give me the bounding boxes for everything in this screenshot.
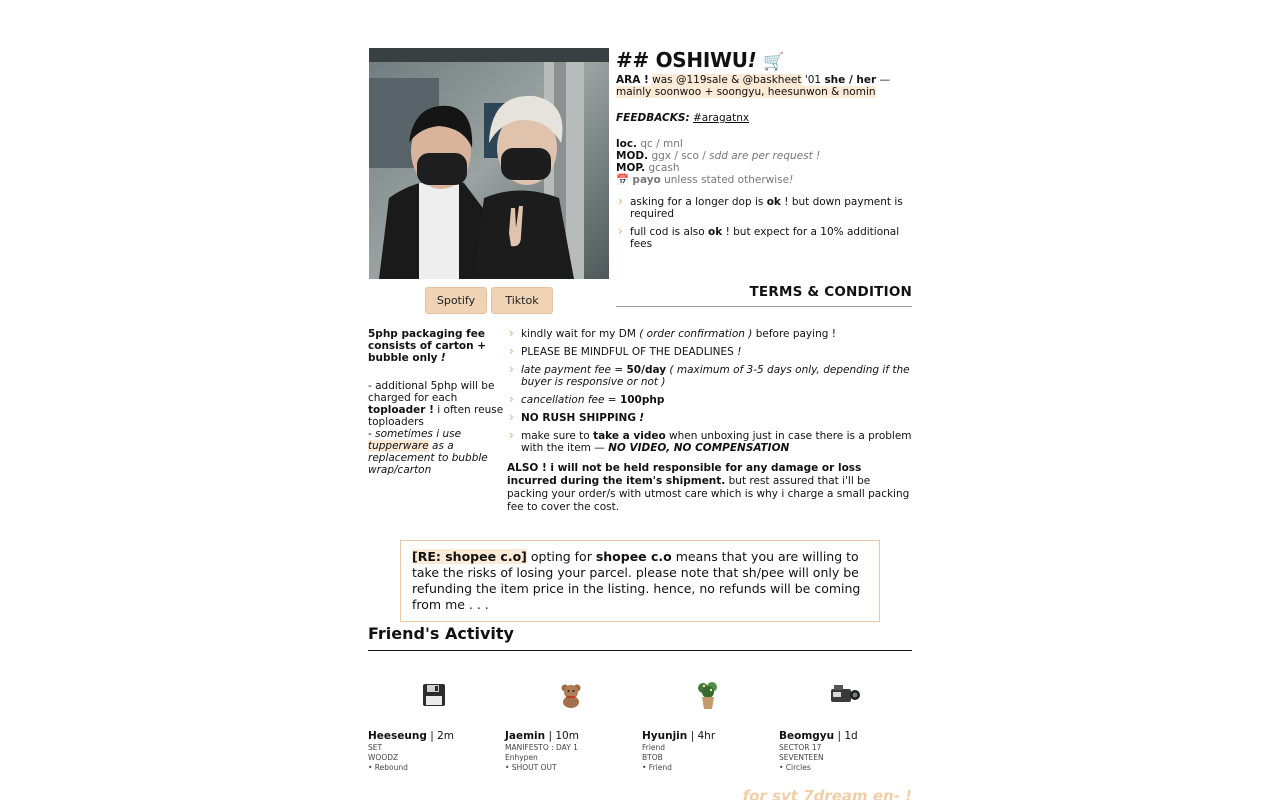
- packaging-notes: [368, 328, 504, 476]
- title-bang: !: [747, 48, 757, 72]
- payo-bang: !: [789, 174, 794, 186]
- rule3-eq: =: [614, 364, 624, 376]
- ara-line: [616, 74, 912, 98]
- mop-value: gcash: [648, 162, 680, 174]
- additional-pre: - additional 5php will be charged for each: [368, 380, 495, 404]
- dash: —: [879, 74, 891, 86]
- feedbacks-line: [616, 112, 912, 124]
- feedbacks-link[interactable]: #aragatnx: [693, 112, 750, 124]
- list-item: [616, 196, 912, 220]
- list-item: [507, 412, 912, 424]
- mop-label: MOP.: [616, 162, 646, 174]
- divider: [368, 650, 912, 651]
- tupper-hl: tupperware: [368, 440, 429, 452]
- loc-line: [616, 138, 912, 150]
- rule5-bang: !: [639, 412, 645, 424]
- spotify-button[interactable]: Spotify: [425, 287, 487, 314]
- notice-pre: opting for: [530, 549, 592, 564]
- additional-bold: toploader !: [368, 404, 434, 416]
- packaging-bang: !: [440, 352, 446, 364]
- potted-plant-icon: [642, 672, 774, 718]
- friend-name: Beomgyu: [779, 730, 835, 742]
- rule1-post: before paying !: [755, 328, 836, 340]
- feedbacks-label: FEEDBACKS:: [616, 112, 690, 124]
- rule6-pre: make sure to: [521, 430, 590, 442]
- friend-line2: BTOB: [642, 753, 663, 762]
- bullet-bold: ok: [766, 196, 781, 208]
- mod-label: MOD.: [616, 150, 649, 162]
- rule1-it: ( order confirmation ): [639, 328, 753, 340]
- rule2: PLEASE BE MINDFUL OF THE DEADLINES: [521, 346, 734, 358]
- loc-label: loc.: [616, 138, 638, 150]
- profile-info: [616, 48, 912, 250]
- mop-line: [616, 162, 912, 174]
- floppy-disk-icon: [368, 672, 500, 718]
- friend-time: | 10m: [548, 730, 579, 742]
- additional-line: [368, 380, 504, 428]
- friend-time: | 1d: [837, 730, 858, 742]
- notice-bold: shopee c.o: [595, 549, 672, 564]
- teddy-bear-icon: [505, 672, 637, 718]
- footer-text: for svt 7dream en- !: [742, 787, 912, 800]
- loc-value: qc / mnl: [640, 138, 683, 150]
- mod-line: [616, 150, 912, 162]
- friend-line1: SET: [368, 743, 383, 752]
- list-item: [616, 226, 912, 250]
- ara-label: ARA !: [616, 74, 649, 86]
- rule4-eq: =: [607, 394, 617, 406]
- notice-tag: [RE: shopee c.o]: [412, 549, 527, 564]
- tupper-pre: - sometimes i use: [368, 428, 462, 440]
- rule4-bold: 100php: [619, 394, 665, 406]
- terms-list: [507, 328, 912, 514]
- also-paragraph: [507, 462, 912, 514]
- cart-icon: 🛒: [763, 52, 785, 72]
- payo-text: unless stated otherwise: [664, 174, 790, 186]
- list-item: [507, 394, 912, 406]
- rule5: NO RUSH SHIPPING: [521, 412, 636, 424]
- friend-line1: Friend: [642, 743, 666, 752]
- bullet-pre: full cod is also: [630, 226, 705, 238]
- friend-line3: • Friend: [642, 763, 672, 772]
- notice-post: means that you are willing to take the risks of losing your parcel. please note that sh/pee will only be refunding the item price in the listing. hence, no refunds will be coming from me . . .: [412, 549, 861, 612]
- ara-year: '01: [804, 74, 822, 86]
- friend-line3: • Circles: [779, 763, 811, 772]
- friend-name: Jaemin: [505, 730, 546, 742]
- list-item: [507, 430, 912, 454]
- rule6-bold: take a video: [593, 430, 666, 442]
- camcorder-icon: [779, 672, 911, 718]
- friend-time: | 4hr: [690, 730, 716, 742]
- title-text: ## OSHIWU: [616, 48, 748, 72]
- mod-value: ggx / sco /: [651, 150, 706, 162]
- tiktok-button[interactable]: Tiktok: [491, 287, 553, 314]
- rule6-end: NO VIDEO, NO COMPENSATION: [608, 442, 790, 454]
- rule6-post: when unboxing just in case there is a problem with the item —: [521, 430, 912, 454]
- payo-line: [616, 174, 912, 186]
- rule3-it: late payment fee: [521, 364, 611, 376]
- bullet-pre: asking for a longer dop is: [630, 196, 764, 208]
- mainly-text: mainly soonwoo + soongyu, heesunwon & nomin: [616, 86, 876, 98]
- also-text: but rest assured that i'll be packing your order/s with utmost care which is why i charge a small packing fee to cover the cost.: [507, 475, 910, 513]
- calendar-icon: 📅: [616, 174, 630, 186]
- pronouns: she / her: [824, 74, 877, 86]
- friend-time: | 2m: [430, 730, 455, 742]
- mod-note: sdd are per request !: [709, 150, 821, 162]
- rule2-bang: !: [737, 346, 742, 358]
- shopee-notice: [400, 540, 880, 622]
- page-title: [616, 48, 912, 74]
- profile-bullets: [616, 196, 912, 250]
- bullet-bold: ok: [708, 226, 723, 238]
- friend-item[interactable]: [642, 672, 779, 773]
- bullet-post: ! but expect for a 10% additional fees: [630, 226, 900, 250]
- list-item: [507, 328, 912, 340]
- friend-name: Hyunjin: [642, 730, 688, 742]
- payo-label: payo: [632, 174, 661, 186]
- friend-name: Heeseung: [368, 730, 427, 742]
- friend-line1: MANIFESTO : DAY 1: [505, 743, 578, 752]
- friend-line2: SEVENTEEN: [779, 753, 824, 762]
- packaging-line: [368, 328, 504, 364]
- friend-line2: Enhypen: [505, 753, 538, 762]
- friends-list: [368, 672, 928, 773]
- bullet-post: ! but down payment is required: [630, 196, 903, 220]
- rule3-note: ( maximum of 3-5 days only, depending if the buyer is responsive or not ): [521, 364, 910, 388]
- friend-line1: SECTOR 17: [779, 743, 822, 752]
- tupperware-line: [368, 428, 504, 476]
- friend-line3: • SHOUT OUT: [505, 763, 557, 772]
- friends-heading: Friend's Activity: [368, 624, 514, 643]
- friend-item[interactable]: [368, 672, 505, 773]
- rule3-bold: 50/day: [626, 364, 667, 376]
- list-item: [507, 346, 912, 358]
- link-buttons: [425, 287, 553, 314]
- friend-item[interactable]: [505, 672, 642, 773]
- list-item: [507, 364, 912, 388]
- tupper-post: as a replacement to bubble wrap/carton: [368, 440, 488, 476]
- friend-item[interactable]: [779, 672, 916, 773]
- profile-photo: [369, 48, 609, 279]
- ara-text: was @119sale & @baskheet: [652, 74, 802, 86]
- packaging-bold: 5php packaging fee consists of carton + bubble only: [368, 328, 487, 364]
- rule1-pre: kindly wait for my DM: [521, 328, 636, 340]
- friend-line3: • Rebound: [368, 763, 408, 772]
- also-bold: ALSO ! i will not be held responsible for any damage or loss incurred during the item's shipment.: [507, 462, 862, 487]
- friend-line2: WOODZ: [368, 753, 399, 762]
- rule4-it: cancellation fee: [521, 394, 605, 406]
- additional-post: i often reuse toploaders: [368, 404, 504, 428]
- terms-heading: TERMS & CONDITION: [616, 284, 912, 307]
